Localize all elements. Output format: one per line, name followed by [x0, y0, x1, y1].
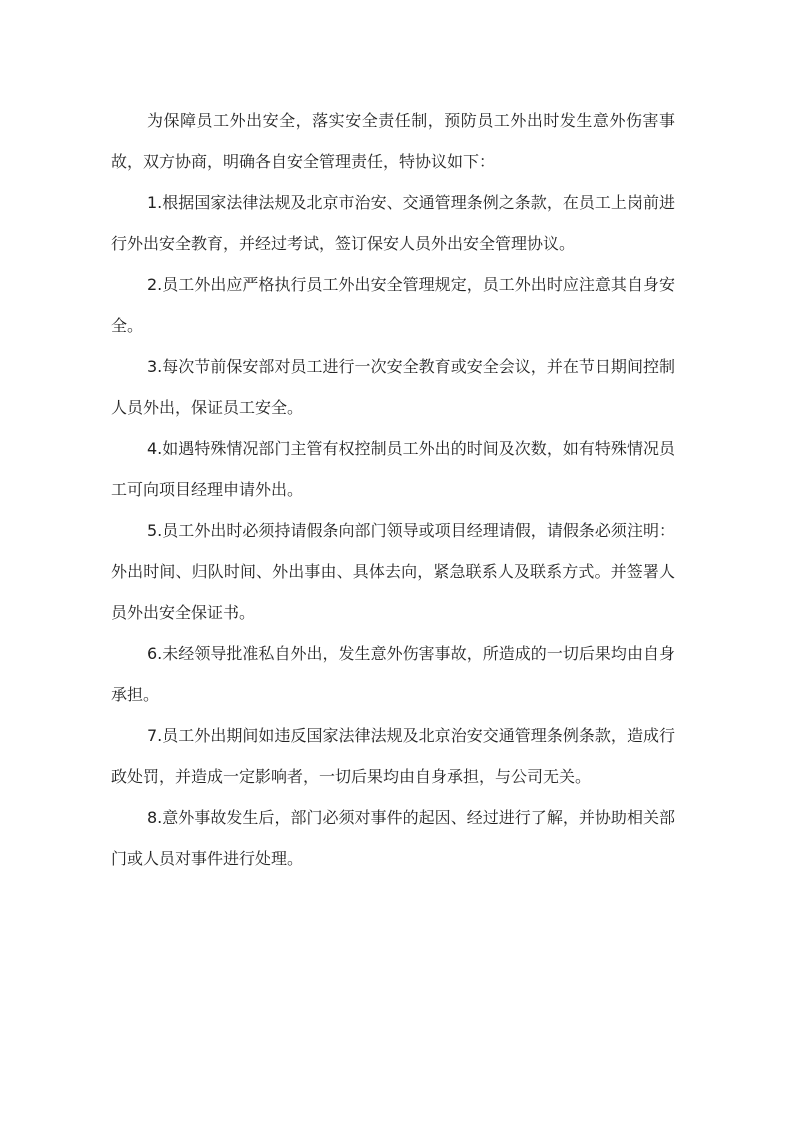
- clause-5-paragraph: 5.员工外出时必须持请假条向部门领导或项目经理请假，请假条必须注明：外出时间、归队时间、外出事由、具体去向，紧急联系人及联系方式。并签署人员外出安全保证书。: [111, 521, 675, 622]
- intro-paragraph: 为保障员工外出安全，落实安全责任制，预防员工外出时发生意外伤害事故，双方协商，明确各自安全管理责任，特协议如下：: [111, 111, 675, 171]
- clause-2-paragraph: 2.员工外出应严格执行员工外出安全管理规定，员工外出时应注意其自身安全。: [111, 275, 675, 335]
- document-page: [111, 100, 675, 879]
- clause-7-paragraph: 7.员工外出期间如违反国家法律法规及北京治安交通管理条例条款，造成行政处罚，并造成一定影响者，一切后果均由自身承担，与公司无关。: [111, 726, 675, 786]
- clause-4-paragraph: 4.如遇特殊情况部门主管有权控制员工外出的时间及次数，如有特殊情况员工可向项目经理申请外出。: [111, 439, 675, 499]
- clause-8-paragraph: 8.意外事故发生后，部门必须对事件的起因、经过进行了解，并协助相关部门或人员对事件进行处理。: [111, 808, 675, 868]
- clause-3-paragraph: 3.每次节前保安部对员工进行一次安全教育或安全会议，并在节日期间控制人员外出，保证员工安全。: [111, 357, 675, 417]
- clause-6-paragraph: 6.未经领导批准私自外出，发生意外伤害事故，所造成的一切后果均由自身承担。: [111, 644, 675, 704]
- clause-1-paragraph: 1.根据国家法律法规及北京市治安、交通管理条例之条款，在员工上岗前进行外出安全教育，并经过考试，签订保安人员外出安全管理协议。: [111, 193, 675, 253]
